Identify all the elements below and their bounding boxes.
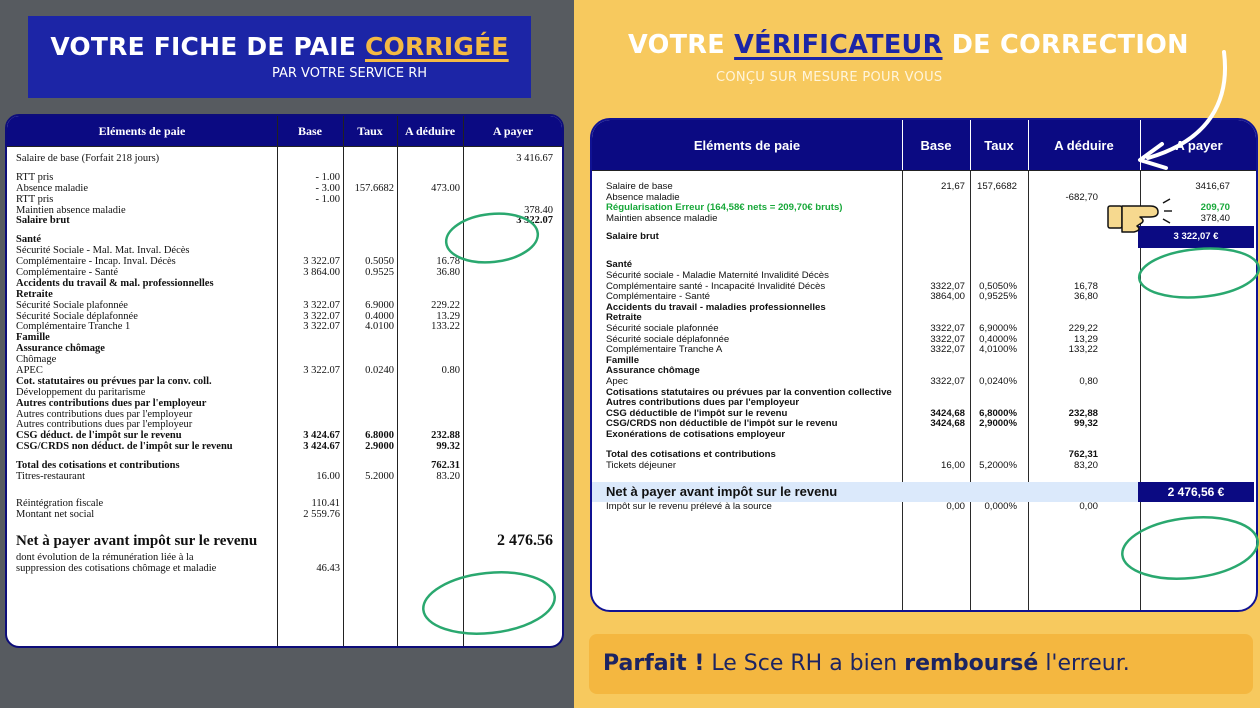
cell-base: 3 322.07 [303, 256, 340, 268]
right-subtitle: CONÇU SUR MESURE POUR VOUS [716, 70, 943, 85]
cell-label: Salaire de base [606, 181, 673, 192]
cell-taux: 5,2000% [979, 460, 1017, 472]
cell-label: Famille [16, 332, 50, 344]
cell-label: Maintien absence maladie [16, 204, 126, 216]
col-header-deduire: A déduire [404, 124, 456, 138]
cell-base: 3864,00 [930, 291, 965, 303]
cell-taux: 0,4000% [979, 333, 1017, 345]
cell-payer: 3 416.67 [516, 153, 553, 164]
cell-label: Retraite [16, 288, 53, 300]
cell-label: Total des cotisations et contributions [606, 449, 776, 461]
cell-base: 0,00 [946, 500, 965, 512]
cell-taux: 4.0100 [365, 321, 394, 333]
curved-arrow-icon [1140, 52, 1225, 168]
cell-taux: 6.9000 [365, 299, 394, 311]
cell-label: Autres contributions dues par l'employeur [16, 408, 193, 420]
cell-label: CSG/CRDS non déductible de l'impôt sur le revenu [606, 418, 838, 430]
cell-label: Santé [16, 234, 42, 246]
right-title-accent: VÉRIFICATEUR [734, 30, 943, 60]
cell-payer: 3 322.07 [516, 215, 553, 227]
cell-deduire: 0,80 [1079, 375, 1098, 387]
cell-base: 3424,68 [930, 407, 965, 419]
cell-deduire: 99.32 [436, 441, 460, 453]
cell-label: suppression des cotisations chômage et maladie [16, 562, 217, 574]
cell-label: Titres-restaurant [16, 471, 86, 483]
left-subtitle: PAR VOTRE SERVICE RH [271, 66, 428, 81]
conclusion-bold-1: Parfait ! [603, 651, 705, 676]
cell-base: 3 424.67 [303, 430, 340, 442]
cell-label: Impôt sur le revenu prélevé à la source [606, 500, 772, 512]
highlight-circle [420, 566, 558, 639]
cell-taux: 157.6682 [354, 182, 394, 194]
cell-base: - 1.00 [315, 193, 340, 205]
cell-deduire: 83.20 [436, 471, 460, 483]
cell-taux: 5.2000 [365, 471, 394, 483]
cell-base: 2 559.76 [303, 508, 340, 520]
cell-label: Développement du paritarisme [16, 386, 146, 398]
cell-deduire: 36.80 [436, 267, 460, 279]
cell-taux: 0,000% [984, 500, 1017, 512]
cell-payer: 378,40 [1200, 212, 1230, 224]
col-header-base: Base [920, 138, 952, 153]
left-title-accent: CORRIGÉE [364, 32, 509, 61]
cell-label: Montant net social [16, 508, 95, 520]
cell-base: - 1.00 [315, 171, 340, 183]
cell-deduire: 0.80 [441, 365, 460, 377]
cell-label: Famille [606, 354, 640, 366]
cell-taux: 6.8000 [365, 430, 394, 442]
cell-label: Réintégration fiscale [16, 497, 104, 509]
cell-payer: 3 322,07 € [1138, 226, 1254, 248]
cell-label: Chômage [16, 354, 57, 366]
cell-label: CSG/CRDS non déduct. de l'impôt sur le revenu [16, 441, 233, 453]
cell-base: 3 864.00 [303, 267, 340, 279]
col-header-deduire: A déduire [1054, 138, 1114, 153]
left-title-prefix: VOTRE FICHE DE PAIE [50, 32, 365, 61]
col-header-payer: A payer [492, 124, 534, 138]
cell-base: 3 424.67 [303, 441, 340, 453]
cell-base: 3322,07 [930, 344, 965, 356]
cell-label: Complémentaire - Incap. Inval. Décès [16, 256, 176, 268]
cell-label: Accidents du travail - maladies professionnelles [606, 301, 826, 313]
cell-deduire: 13,29 [1073, 333, 1098, 345]
cell-label: Autres contributions dues par l'employeur [16, 419, 193, 431]
cell-deduire: 232,88 [1068, 407, 1098, 419]
cell-base: 3322,07 [930, 375, 965, 387]
cell-label: Maintien absence maladie [606, 212, 718, 224]
cell-taux: 0.9525 [365, 267, 394, 279]
cell-deduire: 762,31 [1068, 449, 1098, 461]
cell-deduire: 83,20 [1073, 460, 1098, 472]
cell-taux: 6,8000% [979, 407, 1017, 419]
cell-label: APEC [16, 365, 43, 377]
cell-base: 3 322.07 [303, 321, 340, 333]
cell-base: 3 322.07 [303, 310, 340, 322]
cell-deduire: 229,22 [1068, 322, 1098, 334]
cell-base: 3322,07 [930, 333, 965, 345]
cell-label: Apec [606, 375, 628, 387]
cell-label: Complémentaire Tranche 1 [16, 321, 131, 333]
cell-base: 110.41 [311, 497, 340, 509]
cell-payer: 2 476,56 € [1138, 482, 1254, 502]
cell-deduire: 762.31 [431, 460, 460, 472]
cell-label: Sécurité sociale déplafonnée [606, 333, 730, 345]
cell-base: 46.43 [316, 562, 340, 574]
cell-taux: 6,9000% [979, 322, 1017, 334]
cell-label: Sécurité sociale - Maladie Maternité Invalidité Décès [606, 269, 829, 281]
cell-label: Sécurité sociale plafonnée [606, 322, 719, 334]
right-title-suffix: DE CORRECTION [942, 30, 1189, 60]
cell-base: 16.00 [316, 471, 340, 483]
cell-deduire: 133.22 [431, 321, 460, 333]
cell-label: CSG déductible de l'impôt sur le revenu [606, 407, 788, 419]
cell-taux: 0.0240 [365, 365, 394, 377]
cell-label: Total des cotisations et contributions [16, 460, 180, 472]
cell-label: Cotisations statutaires ou prévues par la convention collective [606, 386, 892, 398]
cell-deduire: 229.22 [431, 299, 460, 311]
highlight-circle [1119, 511, 1260, 585]
cell-deduire: 13.29 [436, 310, 460, 322]
cell-label: Sécurité Sociale - Mal. Mat. Inval. Décès [16, 245, 190, 257]
cell-label: CSG déduct. de l'impôt sur le revenu [16, 430, 182, 442]
col-header-payer: A payer [1175, 138, 1223, 153]
cell-label: Tickets déjeuner [606, 460, 677, 472]
cell-deduire: 473.00 [431, 182, 460, 194]
cell-deduire: 232.88 [431, 430, 460, 442]
cell-label: Autres contributions dues par l'employeur [16, 397, 207, 409]
pointing-hand-icon [1108, 199, 1172, 232]
cell-taux: 4,0100% [979, 344, 1017, 356]
highlight-circle [1137, 244, 1260, 302]
cell-base: 3322,07 [930, 280, 965, 292]
highlight-circle [444, 209, 541, 266]
cell-label: Absence maladie [606, 191, 680, 203]
cell-label: RTT pris [16, 171, 54, 183]
cell-label: Net à payer avant impôt sur le revenu [606, 483, 838, 499]
cell-deduire: 16.78 [436, 256, 460, 268]
right-title-prefix: VOTRE [628, 30, 735, 60]
cell-label: Complémentaire Tranche A [606, 344, 723, 356]
cell-deduire: 36,80 [1073, 291, 1098, 303]
conclusion-text-2: l'erreur. [1038, 651, 1130, 676]
cell-base: 16,00 [940, 460, 965, 472]
cell-deduire: 16,78 [1073, 280, 1098, 292]
col-header-elements: Eléments de paie [693, 138, 801, 153]
cell-taux: 2,9000% [979, 418, 1017, 430]
cell-label: Net à payer avant impôt sur le revenu [16, 532, 258, 549]
cell-label: Régularisation Erreur (164,58€ nets = 209,70€ bruts) [606, 202, 843, 214]
cell-base: 3322,07 [930, 322, 965, 334]
cell-taux: 0.4000 [365, 310, 394, 322]
conclusion-text-1: Le Sce RH a bien [704, 651, 905, 676]
cell-deduire: -682,70 [1065, 191, 1098, 203]
cell-taux: 0,0240% [979, 375, 1017, 387]
cell-taux: 0,9525% [979, 291, 1017, 303]
cell-label: Accidents du travail & mal. professionnelles [16, 277, 214, 289]
cell-payer: 3416,67 [1195, 181, 1230, 192]
cell-payer: 378.40 [524, 204, 553, 216]
cell-label: RTT pris [16, 193, 54, 205]
cell-base: 21,67 [940, 181, 965, 192]
cell-label: Absence maladie [16, 182, 89, 194]
cell-label: Santé [606, 259, 633, 271]
cell-label: Salaire de base (Forfait 218 jours) [16, 153, 160, 164]
cell-label: Complémentaire - Santé [606, 291, 710, 303]
cell-label: Salaire brut [16, 215, 70, 227]
cell-taux: 0.5050 [365, 256, 394, 268]
cell-deduire: 0,00 [1079, 500, 1098, 512]
cell-label: Sécurité Sociale plafonnée [16, 299, 128, 311]
cell-taux: 0,5050% [979, 280, 1017, 292]
col-header-base: Base [298, 124, 322, 138]
cell-label: Autres contributions dues par l'employeur [606, 397, 800, 409]
cell-payer: 209,70 [1200, 202, 1230, 214]
cell-payer: 2 476.56 [497, 531, 553, 549]
cell-deduire: 99,32 [1073, 418, 1098, 430]
conclusion-bold-2: remboursé [904, 651, 1039, 676]
cell-base: 3424,68 [930, 418, 965, 430]
cell-label: Retraite [606, 312, 642, 324]
cell-label: Salaire brut [606, 231, 659, 243]
cell-label: Complémentaire - Santé [16, 267, 119, 279]
cell-base: 3 322.07 [303, 365, 340, 377]
col-header-taux: Taux [357, 124, 383, 138]
cell-deduire: 133,22 [1068, 344, 1098, 356]
cell-label: Exonérations de cotisations employeur [606, 428, 786, 440]
cell-label: Assurance chômage [606, 365, 700, 377]
cell-label: Complémentaire santé - Incapacité Invalidité Décès [606, 280, 826, 292]
col-header-elements: Eléments de paie [98, 124, 186, 138]
cell-label: Sécurité Sociale déplafonnée [16, 310, 138, 322]
cell-taux: 157,6682 [976, 181, 1017, 192]
cell-taux: 2.9000 [365, 441, 394, 453]
cell-label: Assurance chômage [16, 343, 105, 355]
cell-base: 3 322.07 [303, 299, 340, 311]
cell-label: Cot. statutaires ou prévues par la conv. coll. [16, 375, 212, 387]
col-header-taux: Taux [984, 138, 1014, 153]
cell-base: - 3.00 [315, 182, 340, 194]
cell-label: dont évolution de la rémunération liée à la [16, 551, 194, 563]
